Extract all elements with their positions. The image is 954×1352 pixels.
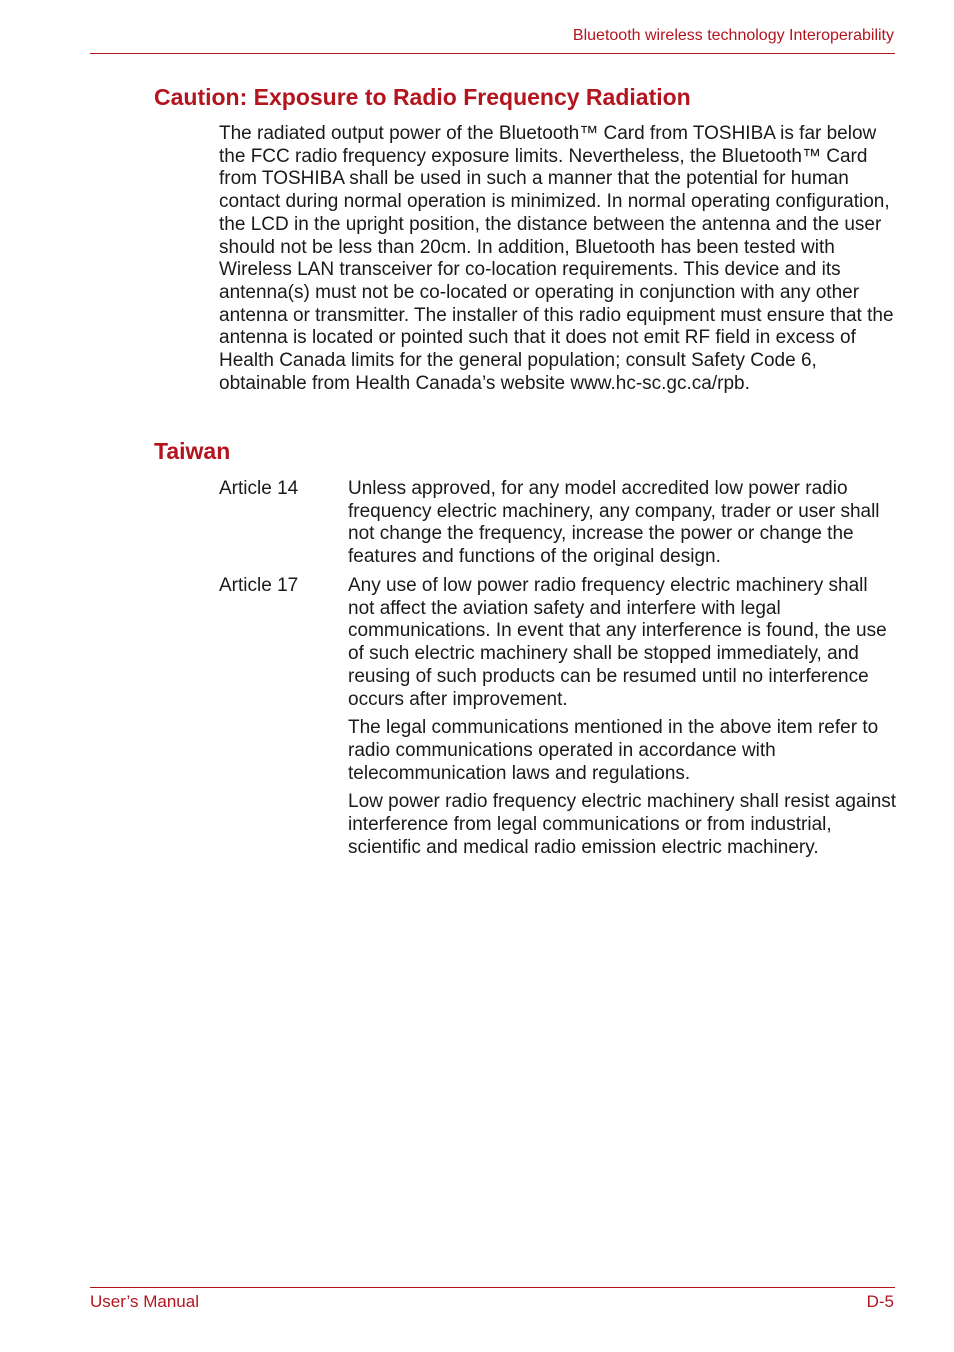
caution-body: The radiated output power of the Bluetooth™ Card from TOSHIBA is far below the FCC radio frequency exposure limits. Nevertheless, the Bluetooth™ Card from TOSHIBA shall be used in such a manner that the potential for human contact during normal operation is minimized. In normal operating configuration, the LCD in the upright position, the distance between the antenna and the user should not be less than 20cm. In addition, Bluetooth has been tested with Wireless LAN transceiver for co-location requirements. This device and its antenna(s) must not be co-located or operating in conjunction with any other antenna or transmitter. The installer of this radio equipment must ensure that the antenna is located or pointed such that it does not emit RF field in excess of Health Canada limits for the general population; consult Safety Code 6, obtainable from Health Canada’s website www.hc-sc.gc.ca/rpb. — [219, 123, 894, 394]
article-17-label: Article 17 — [219, 575, 299, 596]
article-17-para-3: Low power radio frequency electric machinery shall resist against interference from legal communications or from industrial, scientific and medical radio emission electric machinery. — [348, 791, 897, 858]
footer-page-number: D-5 — [866, 1292, 894, 1311]
footer-manual-title: User’s Manual — [90, 1292, 199, 1311]
article-17-para-2: The legal communications mentioned in the above item refer to radio communications operated in accordance with telecommunication laws and regulations. — [348, 717, 879, 784]
caution-heading: Caution: Exposure to Radio Frequency Radiation — [154, 84, 691, 110]
article-14-para-1: Unless approved, for any model accredited low power radio frequency electric machinery, any company, trader or user shall not change the frequency, increase the power or change the features and functions of the original design. — [348, 478, 880, 568]
header-rule — [90, 53, 895, 54]
footer-rule — [90, 1287, 895, 1288]
article-14-paragraphs — [348, 478, 898, 575]
article-17-para-1: Any use of low power radio frequency electric machinery shall not affect the aviation safety and interfere with legal communications. In event that any interference is found, the use of such electric machinery shall be stopped immediately, and reusing of such products can be resumed until no interference occurs after improvement. — [348, 575, 887, 710]
article-14-label: Article 14 — [219, 478, 299, 499]
taiwan-heading: Taiwan — [154, 438, 231, 464]
page-header-title: Bluetooth wireless technology Interoperability — [572, 27, 894, 44]
article-17-paragraphs — [348, 575, 898, 865]
